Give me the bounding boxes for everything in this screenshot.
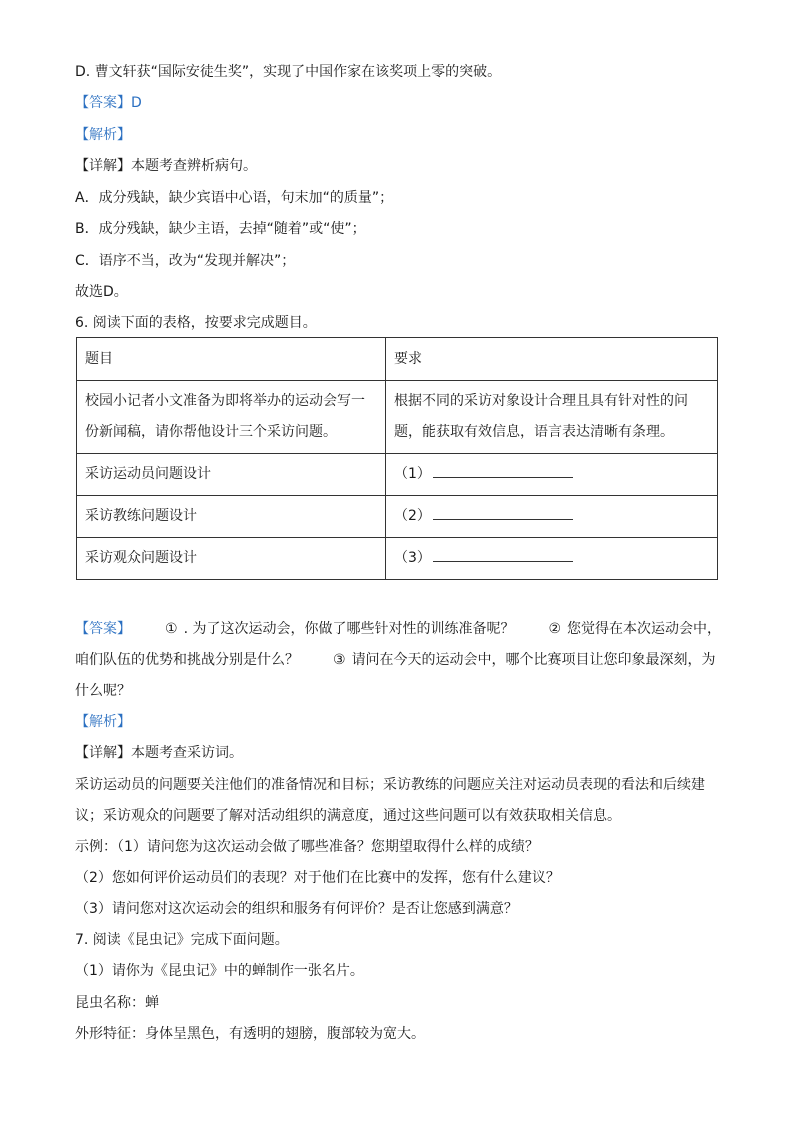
item-number-2: ② bbox=[548, 621, 562, 637]
table-row bbox=[77, 496, 718, 538]
answer-6-item-1: . 为了这次运动会，你做了哪些针对性的训练准备呢？ bbox=[183, 621, 515, 637]
table-cell-athlete: 采访运动员问题设计 bbox=[77, 454, 386, 496]
task-line-2: 份新闻稿，请你帮他设计三个采访问题。 bbox=[85, 424, 337, 440]
table-header-requirement: 要求 bbox=[386, 338, 718, 381]
example-1: 示例：（1）请问您为这次运动会做了哪些准备？您期望取得什么样的成绩？ bbox=[75, 839, 539, 855]
requirement-line-1: 根据不同的采访对象设计合理且具有针对性的问 bbox=[394, 393, 688, 409]
answer-6-item-2a: 您觉得在本次运动会中， bbox=[567, 621, 722, 637]
explanation-6-line-2: 议；采访观众的问题要了解对活动组织的满意度，通过这些问题可以有效获取相关信息。 bbox=[75, 808, 621, 824]
table-cell-answer-3 bbox=[386, 538, 718, 580]
requirement-line-2: 题，能获取有效信息，语言表达清晰有条理。 bbox=[394, 424, 674, 440]
insect-name: 昆虫名称：蝉 bbox=[75, 995, 159, 1011]
table-cell-requirement bbox=[386, 381, 718, 454]
table-row bbox=[77, 381, 718, 454]
insect-feature: 外形特征：身体呈黑色，有透明的翅膀，腹部较为宽大。 bbox=[75, 1026, 425, 1042]
answer-blank-1[interactable] bbox=[433, 463, 573, 478]
answer-number-2: （2） bbox=[394, 508, 431, 524]
table-header-topic: 题目 bbox=[77, 338, 386, 381]
detail-5: 【详解】本题考查辨析病句。 bbox=[75, 158, 257, 174]
question-table bbox=[76, 337, 718, 580]
answer-number-3: （3） bbox=[394, 550, 431, 566]
analysis-label-5: 【解析】 bbox=[75, 127, 131, 143]
table-cell-answer-2 bbox=[386, 496, 718, 538]
answer-label-5: 【答案】D bbox=[75, 95, 142, 111]
option-d: D. 曹文轩获“国际安徒生奖”，实现了中国作家在该奖项上零的突破。 bbox=[75, 64, 502, 80]
final-choice-5: 故选D。 bbox=[75, 284, 128, 300]
explanation-6-line-1: 采访运动员的问题要关注他们的准备情况和目标；采访教练的问题应关注对运动员表现的看法和后续建 bbox=[75, 777, 705, 793]
question-6-title: 6. 阅读下面的表格，按要求完成题目。 bbox=[75, 315, 317, 331]
table-cell-task bbox=[77, 381, 386, 454]
answer-6-line-2 bbox=[75, 650, 716, 670]
question-7-part-1: （1）请你为《昆虫记》中的蝉制作一张名片。 bbox=[75, 963, 364, 979]
table-row bbox=[77, 454, 718, 496]
explain-b: B．成分残缺，缺少主语，去掉“随着”或“使”； bbox=[75, 221, 366, 237]
answer-6-item-3b: 什么呢？ bbox=[75, 683, 131, 699]
example-3: （3）请问您对这次运动会的组织和服务有何评价？是否让您感到满意？ bbox=[75, 901, 518, 917]
task-line-1: 校园小记者小文准备为即将举办的运动会写一 bbox=[85, 393, 365, 409]
table-cell-audience: 采访观众问题设计 bbox=[77, 538, 386, 580]
example-2: （2）您如何评价运动员们的表现？对于他们在比赛中的发挥，您有什么建议？ bbox=[75, 870, 560, 886]
answer-blank-3[interactable] bbox=[433, 547, 573, 562]
detail-6: 【详解】本题考查采访词。 bbox=[75, 745, 243, 761]
answer-6-item-3a: 请问在今天的运动会中，哪个比赛项目让您印象最深刻，为 bbox=[351, 652, 716, 668]
table-cell-coach: 采访教练问题设计 bbox=[77, 496, 386, 538]
question-7-title: 7. 阅读《昆虫记》完成下面问题。 bbox=[75, 932, 289, 948]
analysis-label-6: 【解析】 bbox=[75, 714, 131, 730]
item-number-3: ③ bbox=[333, 652, 346, 668]
explain-c: C．语序不当，改为“发现并解决”； bbox=[75, 253, 296, 269]
item-number-1: ① bbox=[165, 621, 178, 637]
table-cell-answer-1 bbox=[386, 454, 718, 496]
table-header-row bbox=[77, 338, 718, 381]
table-row bbox=[77, 538, 718, 580]
answer-blank-2[interactable] bbox=[433, 505, 573, 520]
explain-a: A．成分残缺，缺少宾语中心语，句末加“的质量”； bbox=[75, 190, 394, 206]
answer-6-item-2b: 咱们队伍的优势和挑战分别是什么？ bbox=[75, 652, 299, 668]
answer-6-line-1 bbox=[75, 619, 721, 639]
answer-label-6: 【答案】 bbox=[75, 621, 131, 637]
answer-number-1: （1） bbox=[394, 466, 431, 482]
